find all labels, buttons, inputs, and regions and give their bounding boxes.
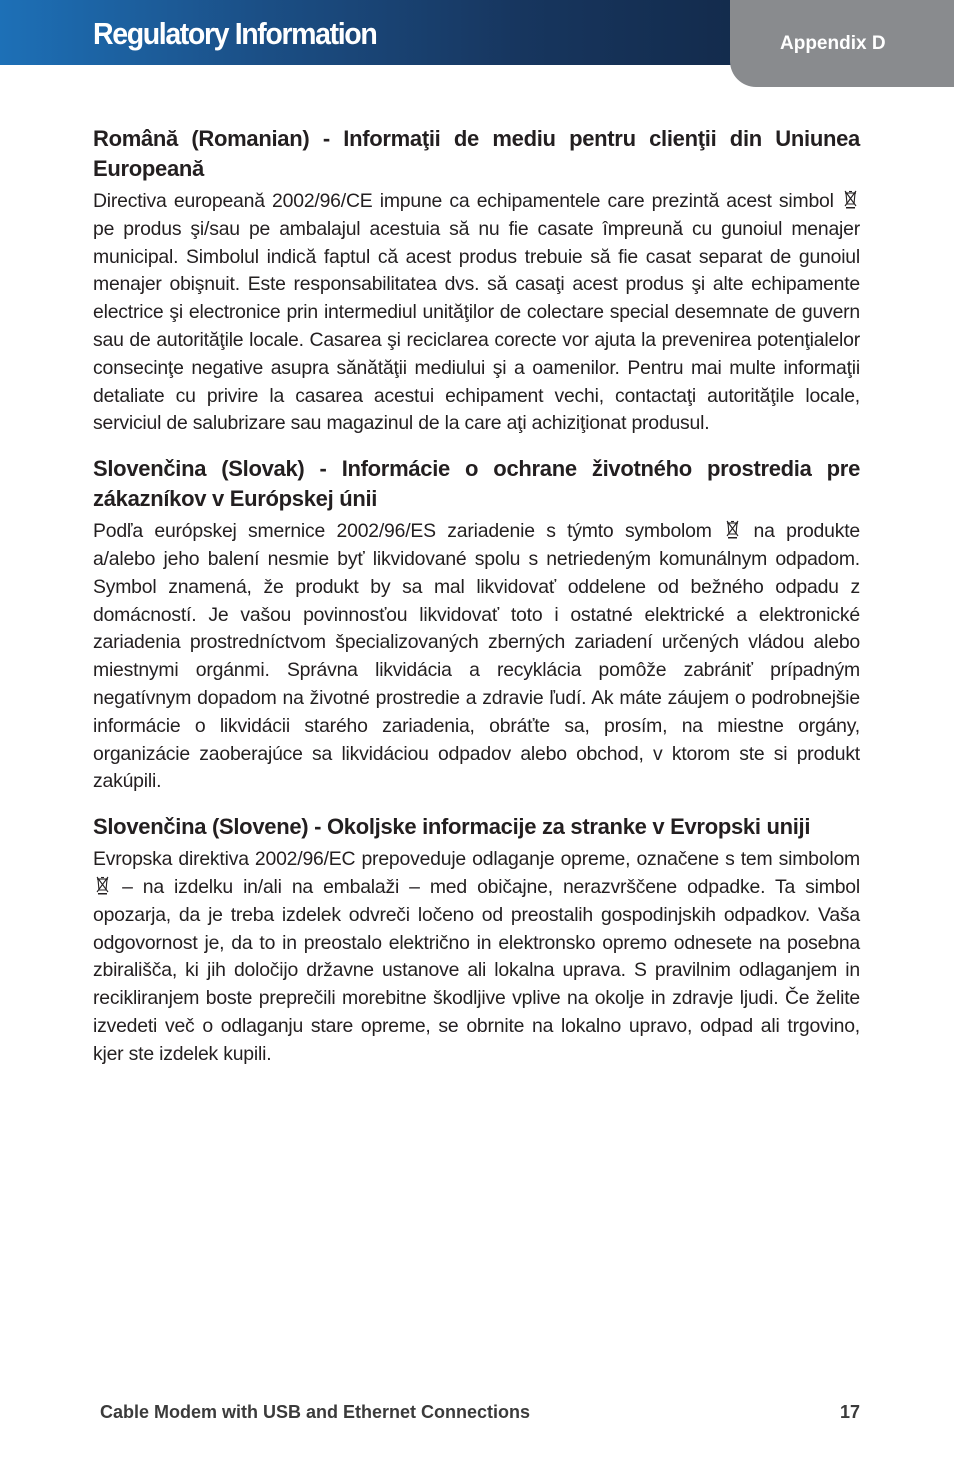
section-heading: Slovenčina (Slovene) - Okoljske informacije za stranke v Evropski uniji bbox=[93, 814, 811, 840]
section-heading: Slovenčina (Slovak) - Informácie o ochrane životného prostredia pre zákazníkov v Európskej únii bbox=[93, 456, 860, 512]
page-footer bbox=[0, 1396, 954, 1432]
crossed-out-wheelie-bin-icon bbox=[843, 189, 858, 209]
body-text: Evropska direktiva 2002/96/EC prepoveduje odlaganje opreme, označene s tem simbolom bbox=[93, 848, 860, 871]
page-title: Regulatory Information bbox=[93, 16, 377, 51]
section-body bbox=[93, 518, 860, 796]
body-text: Directiva europeană 2002/96/CE impune ca echipamentele care prezintă acest simbol bbox=[93, 190, 834, 212]
section-body bbox=[93, 188, 860, 438]
body-text: Podľa európskej smernice 2002/96/ES zariadenie s týmto symbolom bbox=[93, 520, 712, 543]
body-text: pe produs şi/sau pe ambalajul acestuia să nu fie casate împreună cu gunoiul menajer municipal. Simbolul indică faptul că acest produs trebuie să fie casat separat de gunoiul menajer obişnuit. Este responsabilitatea dvs. să casaţi acest produs şi alte echipamente electrice şi electronice prin intermediul unităţilor de colectare special desemnate de guvern sau de autorităţile locale. Casarea şi reciclarea corecte vor ajuta la prevenirea potenţialelor consecinţe negative asupra sănătăţii mediului şi a oamenilor. Pentru mai multe informaţii detaliate cu privire la casarea acestui echipament vechi, contactaţi autorităţile locale, serviciul de salubrizare sau magazinul de la care aţi achiziţionat produsul. bbox=[93, 217, 860, 435]
crossed-out-wheelie-bin-icon bbox=[95, 875, 110, 895]
footer-product-name: Cable Modem with USB and Ethernet Connections bbox=[100, 1402, 531, 1422]
section-slovene bbox=[93, 812, 860, 1068]
page-header bbox=[0, 0, 954, 88]
appendix-label: Appendix D bbox=[780, 33, 886, 54]
section-slovak bbox=[93, 454, 860, 796]
body-text: – na izdelku in/ali na embalaži – med običajne, nerazvrščene odpadke. Ta simbol opozarja, da je treba izdelek odvreči ločeno od preostalih gospodinjskih odpadkov. Vaša odgovornost je, da to in preostalo električno in elektronsko opremo odnesete na posebna zbirališča, ki jih določijo državne ustanove ali lokalna uprava. S pravilnim odlaganjem in recikliranjem boste preprečili morebitne škodljive vplive na okolje in zdravje ljudi. Če želite izvedeti več o odlaganju stare opreme, se obrnite na lokalno upravo, odpad ali trgovino, kjer ste izdelek kupili. bbox=[93, 875, 860, 1065]
appendix-tab bbox=[730, 0, 954, 87]
section-body bbox=[93, 846, 860, 1068]
section-heading: Română (Romanian) - Informaţii de mediu pentru clienţii din Uniunea Europeană bbox=[93, 126, 860, 181]
section-romanian bbox=[93, 124, 860, 438]
header-bar bbox=[0, 0, 738, 65]
body-text: na produkte a/alebo jeho balení nesmie byť likvidované spolu s netriedeným komunálnym odpadom. Symbol znamená, že produkt by sa mal likvidovať oddelene od bežného odpadu z domácností. Je vašou povinnosťou likvidovať toto i ostatné elektrické a elektronické zariadenia prostredníctvom špecializovaných zberných zariadení určených vládou alebo miestnymi orgánmi. Správna likvidácia a recyklácia pomôže zabrániť prípadným negatívnym dopadom na životné prostredie a zdravie ľudí. Ak máte záujem o podrobnejšie informácie o likvidácii starého zariadenia, obráťte sa, prosím, na miestne orgány, organizácie zaoberajúce sa likvidáciou odpadov alebo obchod, v ktorom ste si produkt zakúpili. bbox=[93, 520, 860, 793]
crossed-out-wheelie-bin-icon bbox=[725, 519, 740, 539]
page-number: 17 bbox=[839, 1402, 860, 1422]
page-content bbox=[93, 124, 860, 1085]
